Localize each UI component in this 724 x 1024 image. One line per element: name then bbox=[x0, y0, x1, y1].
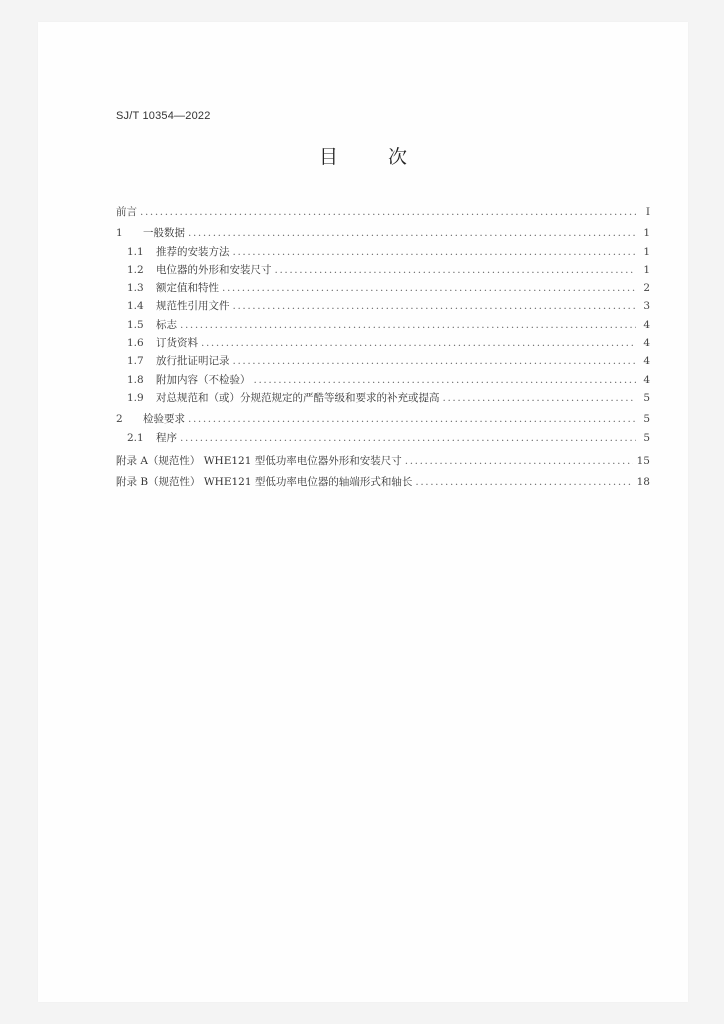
toc-entry-text: 附加内容（不检验） bbox=[156, 373, 251, 386]
toc-entry-page: 2 bbox=[643, 282, 650, 295]
toc-leader-dots bbox=[180, 316, 636, 334]
toc-entry-text: 规范性引用文件 bbox=[156, 300, 230, 313]
toc-entry-1-5[interactable] bbox=[116, 316, 650, 334]
toc-leader-dots bbox=[222, 279, 636, 297]
toc-entry-1[interactable] bbox=[116, 224, 650, 242]
toc-entry-annex-a[interactable] bbox=[116, 452, 650, 470]
toc-leader-dots bbox=[188, 410, 636, 428]
toc-entry-2[interactable] bbox=[116, 410, 650, 428]
toc-title: 目 次 bbox=[318, 146, 430, 168]
toc-entry-number: 1.1 bbox=[127, 245, 144, 258]
toc-entry-page: 4 bbox=[643, 318, 650, 331]
toc-entry-text: 附录 A（规范性） WHE121 型低功率电位器外形和安装尺寸 bbox=[116, 454, 402, 467]
toc-entry-annex-b[interactable] bbox=[116, 473, 650, 491]
toc-entry-page: 5 bbox=[643, 431, 650, 444]
toc-entry-number: 2.1 bbox=[127, 431, 144, 444]
toc-entry-number: 1 bbox=[116, 227, 123, 240]
toc-leader-dots bbox=[201, 334, 636, 352]
toc-entry-page: 1 bbox=[643, 263, 650, 276]
toc-entry-1-8[interactable] bbox=[116, 371, 650, 389]
toc-leader-dots bbox=[233, 243, 637, 261]
toc-entry-number: 1.4 bbox=[127, 300, 144, 313]
toc-entry-page: 1 bbox=[643, 245, 650, 258]
toc-entry-number: 2 bbox=[116, 413, 123, 426]
toc-entry-text: 放行批证明记录 bbox=[156, 355, 230, 368]
toc-entry-page: 1 bbox=[643, 227, 650, 240]
toc-entry-1-6[interactable] bbox=[116, 334, 650, 352]
toc-leader-dots bbox=[443, 389, 637, 407]
toc-entry-number: 1.9 bbox=[127, 391, 144, 404]
toc-entry-text: 程序 bbox=[156, 431, 177, 444]
toc-entry-page: 4 bbox=[643, 373, 650, 386]
toc-entry-number: 1.6 bbox=[127, 337, 144, 350]
toc-entry-page: 5 bbox=[643, 391, 650, 404]
table-of-contents bbox=[116, 203, 650, 491]
toc-entry-text: 标志 bbox=[156, 318, 177, 331]
toc-entry-page: 5 bbox=[643, 413, 650, 426]
toc-entry-number: 1.5 bbox=[127, 318, 144, 331]
toc-leader-dots bbox=[180, 429, 636, 447]
toc-entry-text: 对总规范和（或）分规范规定的严酷等级和要求的补充或提高 bbox=[156, 391, 440, 404]
toc-entry-1-1[interactable] bbox=[116, 243, 650, 261]
toc-entry-page: 4 bbox=[643, 355, 650, 368]
toc-entry-foreword[interactable] bbox=[116, 203, 650, 221]
toc-entry-1-9[interactable] bbox=[116, 389, 650, 407]
toc-entry-number: 1.7 bbox=[127, 355, 144, 368]
document-page bbox=[38, 22, 688, 1002]
toc-entry-text: 电位器的外形和安装尺寸 bbox=[156, 263, 272, 276]
toc-leader-dots bbox=[233, 297, 637, 315]
toc-entry-page: 3 bbox=[643, 300, 650, 313]
document-code: SJ/T 10354—2022 bbox=[116, 110, 211, 122]
toc-leader-dots bbox=[140, 203, 636, 221]
toc-entry-text: 附录 B（规范性） WHE121 型低功率电位器的轴端形式和轴长 bbox=[116, 476, 413, 489]
toc-entry-2-1[interactable] bbox=[116, 429, 650, 447]
toc-entry-number: 1.3 bbox=[127, 282, 144, 295]
toc-leader-dots bbox=[254, 371, 637, 389]
toc-leader-dots bbox=[233, 352, 637, 370]
toc-leader-dots bbox=[275, 261, 637, 279]
toc-entry-text: 检验要求 bbox=[143, 413, 185, 426]
toc-entry-text: 推荐的安装方法 bbox=[156, 245, 230, 258]
toc-entry-number: 1.8 bbox=[127, 373, 144, 386]
toc-leader-dots bbox=[188, 224, 636, 242]
toc-entry-text: 前言 bbox=[116, 206, 137, 218]
toc-leader-dots bbox=[415, 473, 632, 491]
toc-entry-number: 1.2 bbox=[127, 263, 144, 276]
toc-leader-dots bbox=[405, 452, 633, 470]
toc-entry-page: 4 bbox=[643, 337, 650, 350]
toc-entry-page: I bbox=[645, 206, 650, 218]
toc-entry-1-2[interactable] bbox=[116, 261, 650, 279]
toc-entry-text: 一般数据 bbox=[143, 227, 185, 240]
toc-entry-text: 订货资料 bbox=[156, 337, 198, 350]
toc-entry-text: 额定值和特性 bbox=[156, 282, 219, 295]
toc-entry-page: 15 bbox=[636, 454, 650, 467]
toc-entry-1-3[interactable] bbox=[116, 279, 650, 297]
toc-entry-1-7[interactable] bbox=[116, 352, 650, 370]
toc-entry-1-4[interactable] bbox=[116, 297, 650, 315]
toc-entry-page: 18 bbox=[636, 476, 650, 489]
